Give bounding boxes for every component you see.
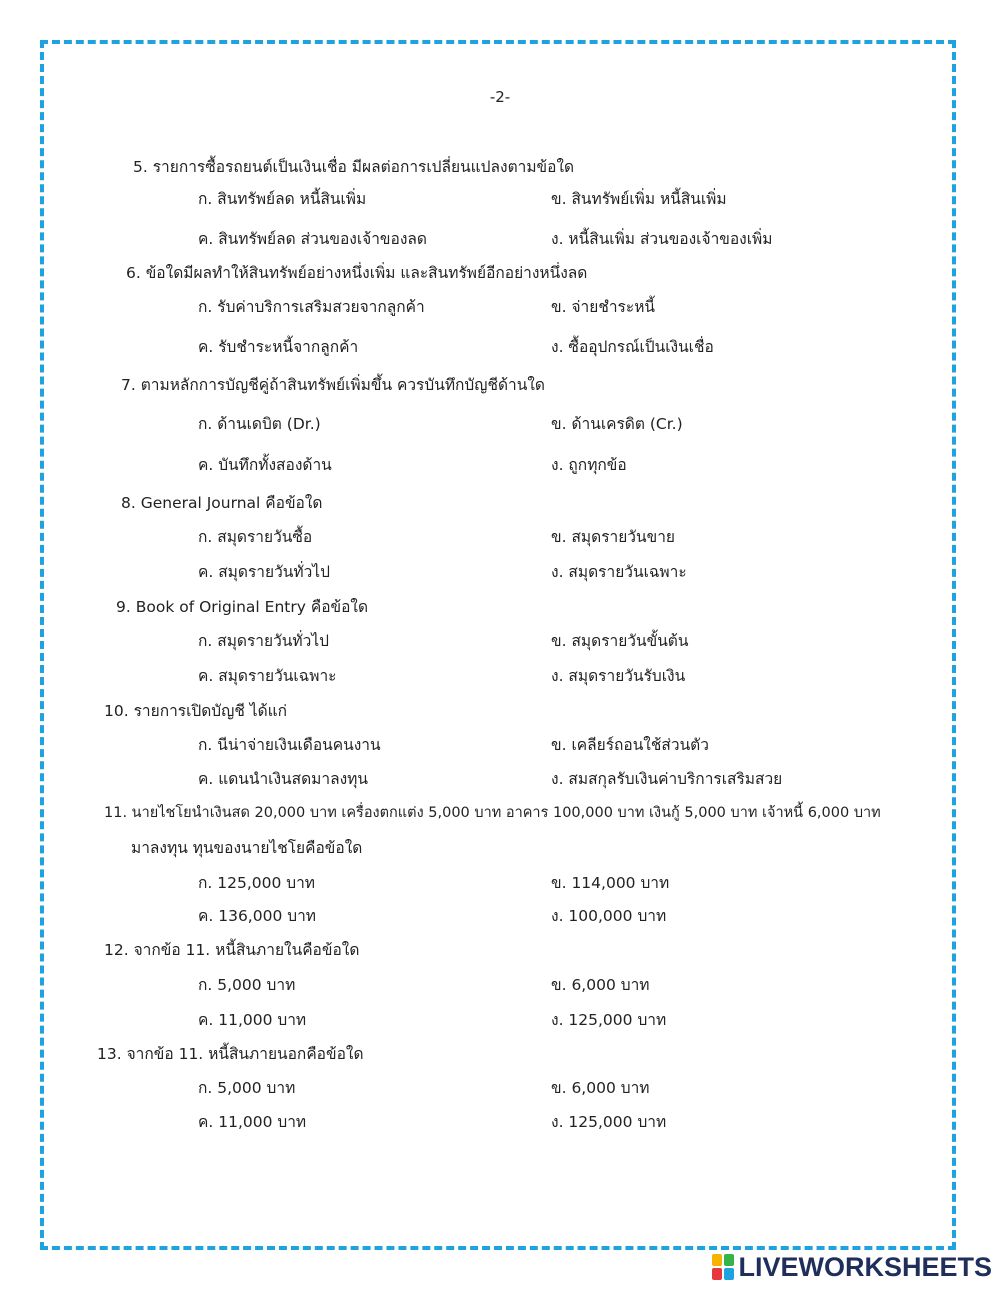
option-d: ง. ซื้ออุปกรณ์เป็นเงินเชื่อ [551,338,714,356]
page-number: -2- [489,88,511,106]
option-c: ค. รับชำระหนี้จากลูกค้า [198,338,359,356]
question-8: 8. General Journal คือข้อใด [121,494,323,512]
option-a: ก. 125,000 บาท [198,874,316,892]
option-d: ง. 125,000 บาท [551,1113,667,1131]
option-b: ข. ด้านเครดิต (Cr.) [551,415,683,433]
option-b: ข. จ่ายชำระหนี้ [551,298,656,316]
logo-icon [712,1254,734,1280]
option-d: ง. 100,000 บาท [551,907,667,925]
option-a: ก. 5,000 บาท [198,976,296,994]
question-7: 7. ตามหลักการบัญชีคู่ถ้าสินทรัพย์เพิ่มขึ้น ควรบันทึกบัญชีด้านใด [121,376,545,394]
option-c: ค. สินทรัพย์ลด ส่วนของเจ้าของลด [198,230,427,248]
option-d: ง. สมุดรายวันรับเงิน [551,667,686,685]
option-a: ก. สินทรัพย์ลด หนี้สินเพิ่ม [198,190,367,208]
logo-block [712,1268,722,1280]
option-b: ข. สินทรัพย์เพิ่ม หนี้สินเพิ่ม [551,190,727,208]
option-c: ค. แดนนำเงินสดมาลงทุน [198,770,368,788]
liveworksheets-logo[interactable] [712,1251,992,1283]
logo-block [724,1254,734,1266]
option-a: ก. 5,000 บาท [198,1079,296,1097]
option-d: ง. ถูกทุกข้อ [551,456,627,474]
option-b: ข. สมุดรายวันขั้นต้น [551,632,689,650]
question-11: 11. นายไชโยนำเงินสด 20,000 บาท เครื่องตกแต่ง 5,000 บาท อาคาร 100,000 บาท เงินกู้ 5,000 บาท เจ้าหนี้ 6,000 บาท [104,805,881,821]
option-d: ง. สมสกุลรับเงินค่าบริการเสริมสวย [551,770,783,788]
option-c: ค. 136,000 บาท [198,907,317,925]
logo-block [712,1254,722,1266]
option-d: ง. สมุดรายวันเฉพาะ [551,563,687,581]
option-c: ค. บันทึกทั้งสองด้าน [198,456,332,474]
logo-block [724,1268,734,1280]
option-a: ก. รับค่าบริการเสริมสวยจากลูกค้า [198,298,425,316]
question-11-cont: มาลงทุน ทุนของนายไชโยคือข้อใด [131,839,363,857]
option-a: ก. สมุดรายวันซื้อ [198,528,313,546]
option-b: ข. 6,000 บาท [551,1079,650,1097]
logo-text: LIVEWORKSHEETS [738,1251,992,1282]
option-b: ข. สมุดรายวันขาย [551,528,675,546]
question-13: 13. จากข้อ 11. หนี้สินภายนอกคือข้อใด [97,1045,364,1063]
option-a: ก. ด้านเดบิต (Dr.) [198,415,321,433]
option-a: ก. สมุดรายวันทั่วไป [198,632,329,650]
option-d: ง. 125,000 บาท [551,1011,667,1029]
question-6: 6. ข้อใดมีผลทำให้สินทรัพย์อย่างหนึ่งเพิ่ม และสินทรัพย์อีกอย่างหนึ่งลด [126,264,588,282]
option-c: ค. สมุดรายวันเฉพาะ [198,667,337,685]
option-c: ค. 11,000 บาท [198,1011,307,1029]
page-border [40,40,956,1250]
question-10: 10. รายการเปิดบัญชี ได้แก่ [104,702,288,720]
question-5: 5. รายการซื้อรถยนต์เป็นเงินเชื่อ มีผลต่อการเปลี่ยนแปลงตามข้อใด [133,158,575,176]
question-12: 12. จากข้อ 11. หนี้สินภายในคือข้อใด [104,941,360,959]
question-9: 9. Book of Original Entry คือข้อใด [116,598,369,616]
option-b: ข. เคลียร์ถอนใช้ส่วนตัว [551,736,709,754]
option-a: ก. นีน่าจ่ายเงินเดือนคนงาน [198,736,381,754]
option-b: ข. 6,000 บาท [551,976,650,994]
option-c: ค. 11,000 บาท [198,1113,307,1131]
option-d: ง. หนี้สินเพิ่ม ส่วนของเจ้าของเพิ่ม [551,230,773,248]
option-b: ข. 114,000 บาท [551,874,670,892]
option-c: ค. สมุดรายวันทั่วไป [198,563,330,581]
